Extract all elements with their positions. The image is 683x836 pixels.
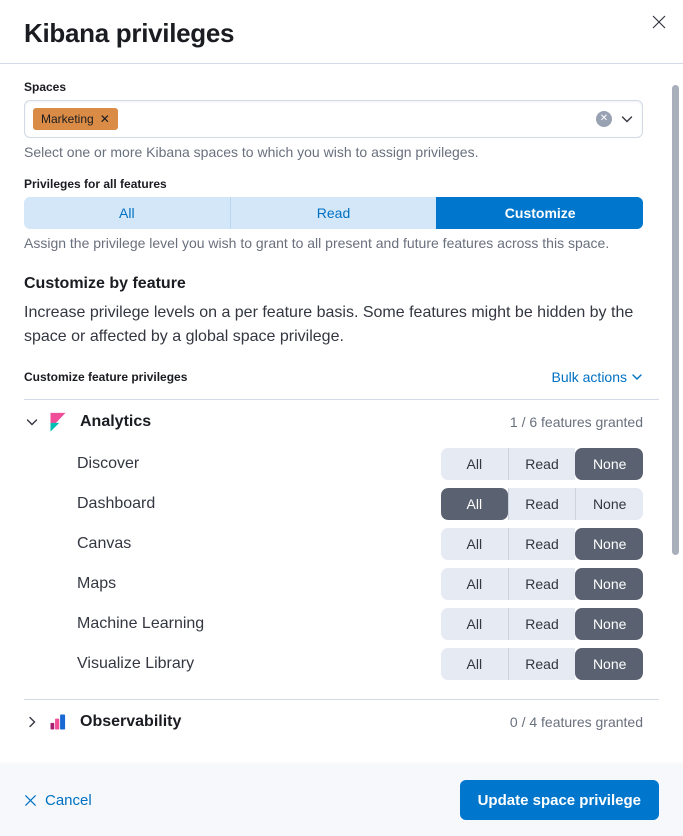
feature-label: Discover <box>77 455 140 472</box>
feature-label: Machine Learning <box>77 615 205 632</box>
category-analytics-header[interactable] <box>24 400 643 444</box>
privilege-read-button[interactable]: Read <box>508 648 576 680</box>
base-privilege-label: Privileges for all features <box>24 177 167 191</box>
base-privilege-all-button[interactable]: All <box>24 197 230 229</box>
privilege-read-button[interactable]: Read <box>508 528 576 560</box>
features-granted-count: 0 / 4 features granted <box>509 714 643 730</box>
feature-row <box>24 564 643 604</box>
base-privilege-group <box>24 197 643 229</box>
feature-row <box>24 524 643 564</box>
modal-header <box>0 0 683 63</box>
feature-row <box>24 604 643 644</box>
customize-heading: Customize by feature <box>24 275 186 292</box>
feature-privilege-group <box>441 608 643 640</box>
spaces-combobox[interactable] <box>24 100 643 138</box>
feature-rows <box>24 444 643 684</box>
privilege-none-button[interactable]: None <box>575 488 643 520</box>
chevron-down-icon <box>631 371 643 383</box>
privilege-none-button[interactable]: None <box>575 648 643 680</box>
privilege-read-button[interactable]: Read <box>508 448 576 480</box>
category-name: Analytics <box>80 413 152 430</box>
customize-description: Increase privilege levels on a per feature basis. Some features might be hidden by the space or affected by a global space privilege. <box>24 304 634 345</box>
base-privilege-customize-button[interactable]: Customize <box>436 197 643 229</box>
chevron-right-icon[interactable] <box>24 714 40 730</box>
clear-selection-icon[interactable]: ✕ <box>596 111 612 127</box>
privilege-none-button[interactable]: None <box>575 528 643 560</box>
scrollbar-thumb[interactable] <box>672 85 679 555</box>
badge-close-icon[interactable]: ✕ <box>99 112 110 126</box>
category-observability-header[interactable] <box>24 700 643 732</box>
feature-label: Canvas <box>77 535 132 552</box>
update-space-privilege-button[interactable]: Update space privilege <box>460 780 659 820</box>
privilege-all-button[interactable]: All <box>441 608 508 640</box>
privilege-read-button[interactable]: Read <box>508 488 576 520</box>
close-icon <box>24 794 37 807</box>
space-badge-marketing[interactable] <box>33 108 118 130</box>
space-badge-label: Marketing <box>41 112 94 126</box>
modal-body <box>0 64 683 732</box>
feature-label: Visualize Library <box>77 655 195 672</box>
feature-privilege-group <box>441 488 643 520</box>
bulk-actions-link[interactable] <box>552 369 643 385</box>
analytics-app-icon <box>48 412 68 432</box>
cancel-label: Cancel <box>45 791 92 809</box>
feature-label: Maps <box>77 575 117 592</box>
privilege-all-button[interactable]: All <box>441 488 508 520</box>
privilege-none-button[interactable]: None <box>575 448 643 480</box>
feature-privilege-group <box>441 648 643 680</box>
page-title: Kibana privileges <box>24 18 235 48</box>
cancel-button[interactable] <box>24 792 92 809</box>
privilege-none-button[interactable]: None <box>575 568 643 600</box>
feature-row <box>24 644 643 684</box>
modal-footer <box>0 764 683 836</box>
close-icon[interactable] <box>647 10 671 34</box>
privilege-all-button[interactable]: All <box>441 448 508 480</box>
privilege-all-button[interactable]: All <box>441 648 508 680</box>
feature-privilege-group <box>441 528 643 560</box>
feature-row <box>24 484 643 524</box>
feature-privilege-group <box>441 568 643 600</box>
base-privilege-help-text: Assign the privilege level you wish to grant to all present and future features across this space. <box>24 235 610 251</box>
bulk-actions-label: Bulk actions <box>551 369 627 385</box>
privilege-read-button[interactable]: Read <box>508 568 576 600</box>
privilege-read-button[interactable]: Read <box>508 608 576 640</box>
privilege-none-button[interactable]: None <box>575 608 643 640</box>
observability-app-icon <box>48 712 68 732</box>
privilege-all-button[interactable]: All <box>441 568 508 600</box>
chevron-down-icon[interactable] <box>24 414 40 430</box>
feature-privilege-group <box>441 448 643 480</box>
features-granted-count: 1 / 6 features granted <box>509 414 643 430</box>
feature-row <box>24 444 643 484</box>
feature-table-label: Customize feature privileges <box>24 370 188 384</box>
privilege-all-button[interactable]: All <box>441 528 508 560</box>
feature-label: Dashboard <box>77 495 156 512</box>
spaces-help-text: Select one or more Kibana spaces to which you wish to assign privileges. <box>24 144 479 160</box>
spaces-label: Spaces <box>24 80 67 94</box>
chevron-down-icon[interactable] <box>620 112 634 126</box>
category-name: Observability <box>80 713 182 730</box>
base-privilege-read-button[interactable]: Read <box>230 197 437 229</box>
